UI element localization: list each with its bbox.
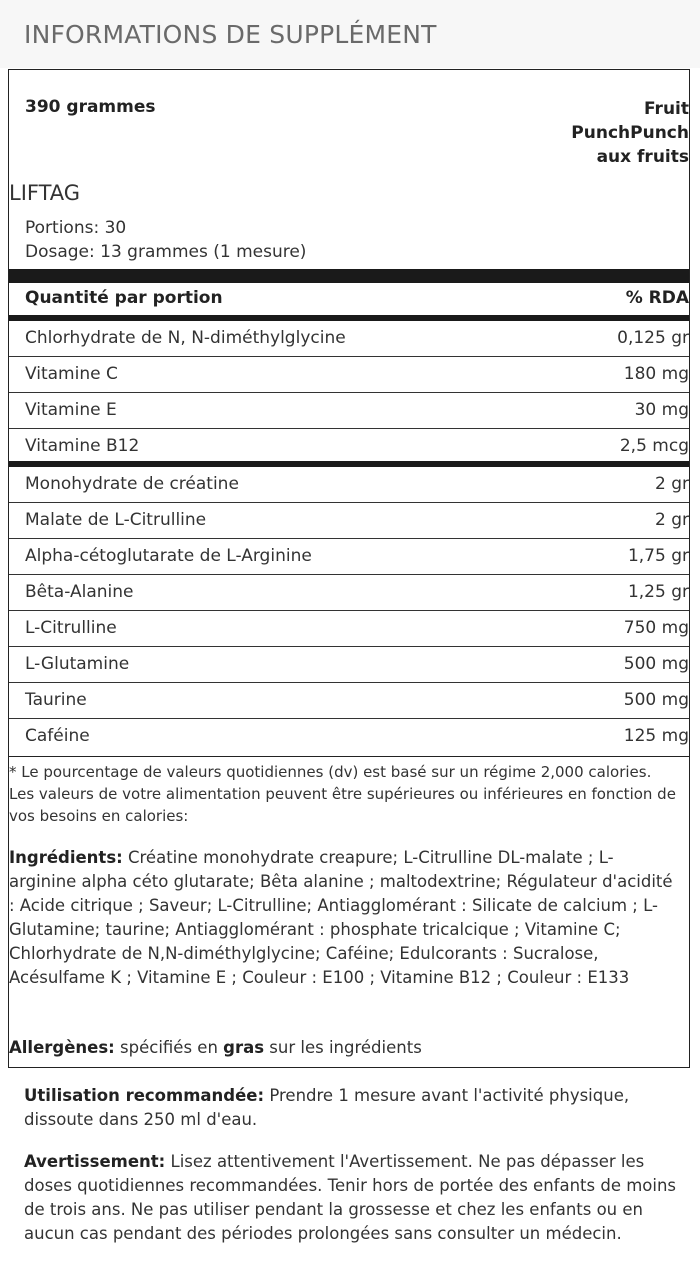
nutrient-name: Malate de L-Citrulline (25, 510, 207, 530)
recommended-use (24, 1084, 684, 1132)
allergens-label: Allergènes: (9, 1038, 115, 1057)
allergens-text: spécifiés en (114, 1038, 224, 1057)
flavor-line: Fruit (644, 99, 689, 119)
dosage-text: Dosage: 13 grammes (1 mesure) (25, 242, 307, 262)
allergens-text-end: sur les ingrédients (264, 1038, 422, 1057)
table-row (9, 719, 689, 754)
allergens-bold-word: gras (223, 1038, 265, 1057)
table-row (9, 683, 689, 719)
net-weight: 390 grammes (25, 97, 156, 117)
nutrient-name: Monohydrate de créatine (25, 474, 239, 494)
nutrient-amount: 750 mg (623, 618, 689, 638)
nutrient-name: Chlorhydrate de N, N-diméthylglycine (25, 328, 346, 348)
nutrient-amount: 500 mg (623, 654, 689, 674)
nutrient-amount: 1,25 gr (627, 582, 689, 602)
ingredients-block (9, 846, 679, 990)
nutrient-name: Taurine (25, 690, 87, 710)
nutrient-name: Caféine (25, 726, 90, 746)
nutrient-amount: 125 mg (623, 726, 689, 746)
table-row (9, 393, 689, 429)
table-row (9, 321, 689, 357)
servings-text: Portions: 30 (25, 218, 127, 238)
column-header (25, 288, 689, 308)
ingredients-label: Ingrédients: (9, 848, 123, 867)
divider-thick (9, 269, 689, 283)
nutrient-amount: 500 mg (623, 690, 689, 710)
table-row (9, 429, 689, 464)
table-row (9, 575, 689, 611)
flavor-line: PunchPunch (571, 123, 689, 143)
brand-name: LIFTAG (9, 181, 81, 205)
table-row (9, 467, 689, 503)
flavor-name (539, 97, 689, 169)
flavor-line: aux fruits (596, 147, 689, 167)
nutrient-amount: 180 mg (623, 364, 689, 384)
allergens-block (9, 1036, 689, 1060)
table-row (9, 503, 689, 539)
usage-label: Utilisation recommandée: (24, 1086, 265, 1105)
dv-footnote (9, 756, 689, 827)
table-row (9, 611, 689, 647)
ingredients-text: Créatine monohydrate creapure; L-Citrulline DL-malate ; L-arginine alpha céto glutarate; Bêta alanine ; maltodextrine; Régulateur d'acidité : Acide citrique ; Saveur; L-Citrulline; Antiagglomérant : Silicate de calcium ; L-Glutamine; taurine; Antiagglomérant : phosphate tricalcique ; Vitamine C; Chlorhydrate de N,N-diméthylglycine; Caféine; Edulcorants : Sucralose, Acésulfame K ; Vitamine E ; Couleur : E100 ; Vitamine B12 ; Couleur : E133 (9, 848, 673, 987)
warning-block (24, 1150, 684, 1246)
table-row (9, 539, 689, 575)
nutrient-amount: 30 mg (634, 400, 689, 420)
nutrient-name: L-Glutamine (25, 654, 130, 674)
nutrient-group-actives (9, 467, 689, 754)
usage-text: Prendre 1 mesure avant l'activité physique, dissoute dans 250 ml d'eau. (24, 1086, 630, 1129)
nutrient-name: Vitamine E (25, 400, 117, 420)
warning-label: Avertissement: (24, 1152, 166, 1171)
supplement-facts-panel (8, 69, 690, 1068)
nutrient-amount: 1,75 gr (627, 546, 689, 566)
nutrient-group-vitamins (9, 321, 689, 464)
table-row (9, 357, 689, 393)
nutrient-name: L-Citrulline (25, 618, 117, 638)
header-quantity: Quantité par portion (25, 288, 223, 308)
nutrient-amount: 2,5 mcg (619, 436, 689, 456)
nutrient-amount: 2 gr (655, 474, 689, 494)
nutrient-name: Alpha-cétoglutarate de L-Arginine (25, 546, 312, 566)
nutrient-name: Vitamine C (25, 364, 118, 384)
warning-text: Lisez attentivement l'Avertissement. Ne pas dépasser les doses quotidiennes recommandées. Tenir hors de portée des enfants de moins de trois ans. Ne pas utiliser pendant la grossesse et chez les enfants ou en aucun cas pendant des périodes prolongées sans consulter un médecin. (24, 1152, 677, 1243)
nutrient-amount: 2 gr (655, 510, 689, 530)
table-row (9, 647, 689, 683)
nutrient-name: Vitamine B12 (25, 436, 140, 456)
nutrient-name: Bêta-Alanine (25, 582, 134, 602)
page-title: INFORMATIONS DE SUPPLÉMENT (0, 0, 700, 68)
header-rda: % RDA (625, 288, 689, 308)
nutrient-amount: 0,125 gr (617, 328, 689, 348)
dv-footnote-text: * Le pourcentage de valeurs quotidiennes (dv) est basé sur un régime 2,000 calories. Les valeurs de votre alimentation peuvent être supérieures ou inférieures en fonction de vos besoins en calories: (9, 763, 676, 825)
